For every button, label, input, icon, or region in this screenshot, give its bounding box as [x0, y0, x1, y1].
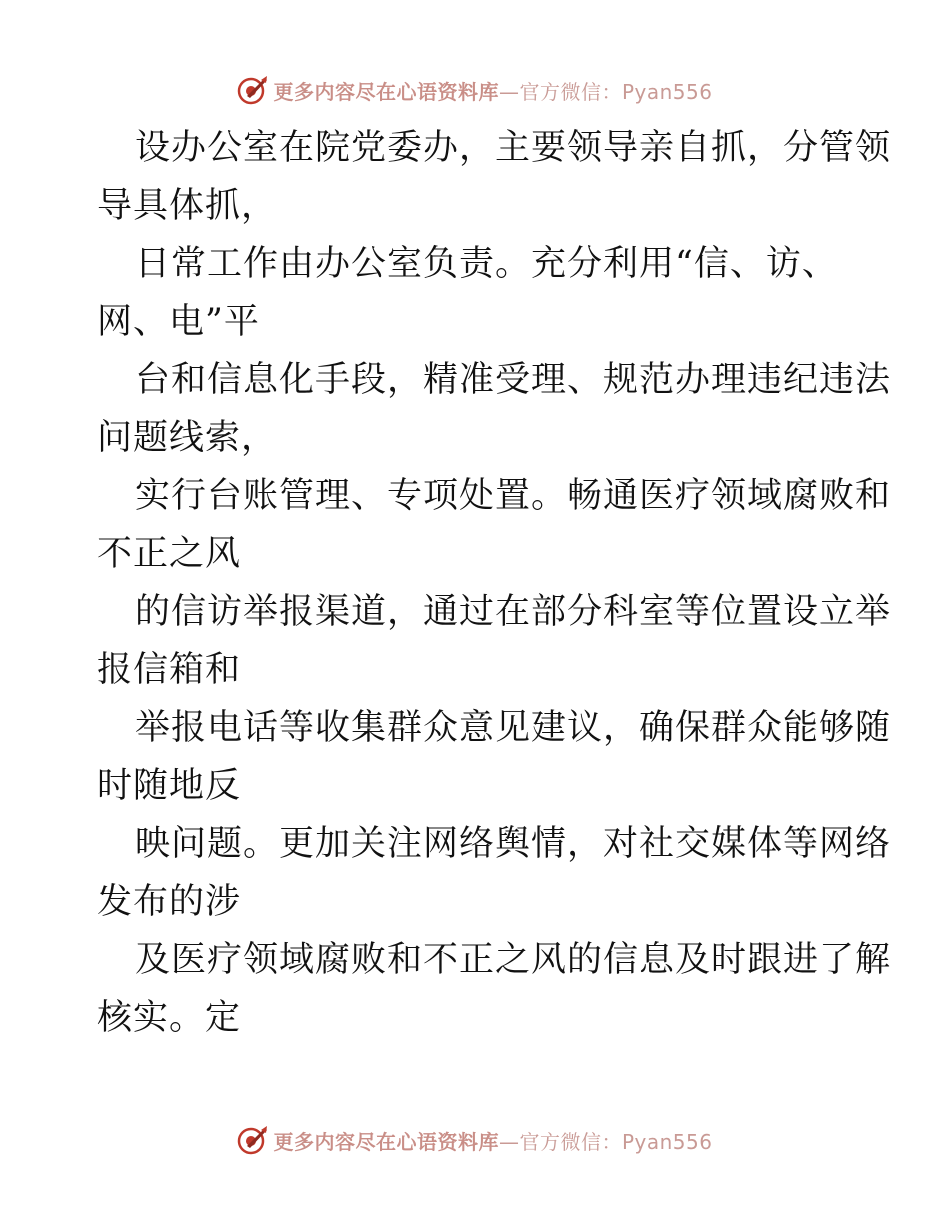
footer-watermark — [0, 1120, 950, 1160]
text-line: 问题线索， — [97, 418, 278, 458]
text-line: 及医疗领域腐败和不正之风的信息及时跟进了解 — [135, 940, 892, 980]
text-line: 的信访举报渠道，通过在部分科室等位置设立举 — [135, 592, 892, 632]
text-line: 报信箱和 — [97, 650, 242, 690]
text-line: 不正之风 — [97, 534, 242, 574]
text-line: 时随地反 — [97, 766, 242, 806]
text-line: 导具体抓， — [97, 186, 278, 226]
text-line: 映问题。更加关注网络舆情，对社交媒体等网络 — [135, 824, 892, 864]
header-watermark — [0, 70, 950, 110]
watermark-dash: — — [498, 79, 520, 104]
watermark-site-text: 更多内容尽在心语资料库 — [273, 79, 499, 104]
text-line: 日常工作由办公室负责。充分利用“信、访、 — [135, 244, 838, 284]
document-body — [97, 119, 892, 1047]
text-line: 核实。定 — [97, 998, 242, 1038]
watermark-contact-text: 官方微信：Pyan556 — [519, 1129, 713, 1154]
text-line: 台和信息化手段，精准受理、规范办理违纪违法 — [135, 360, 892, 400]
quill-logo-icon — [237, 1124, 269, 1156]
text-line: 实行台账管理、专项处置。畅通医疗领域腐败和 — [135, 476, 892, 516]
text-line: 网、电”平 — [97, 302, 260, 342]
watermark-site-text: 更多内容尽在心语资料库 — [273, 1129, 499, 1154]
watermark-contact-text: 官方微信：Pyan556 — [519, 79, 713, 104]
text-line: 设办公室在院党委办，主要领导亲自抓，分管领 — [135, 128, 892, 168]
text-line: 举报电话等收集群众意见建议，确保群众能够随 — [135, 708, 892, 748]
text-line: 发布的涉 — [97, 882, 242, 922]
quill-logo-icon — [237, 74, 269, 106]
watermark-dash: — — [498, 1129, 520, 1154]
